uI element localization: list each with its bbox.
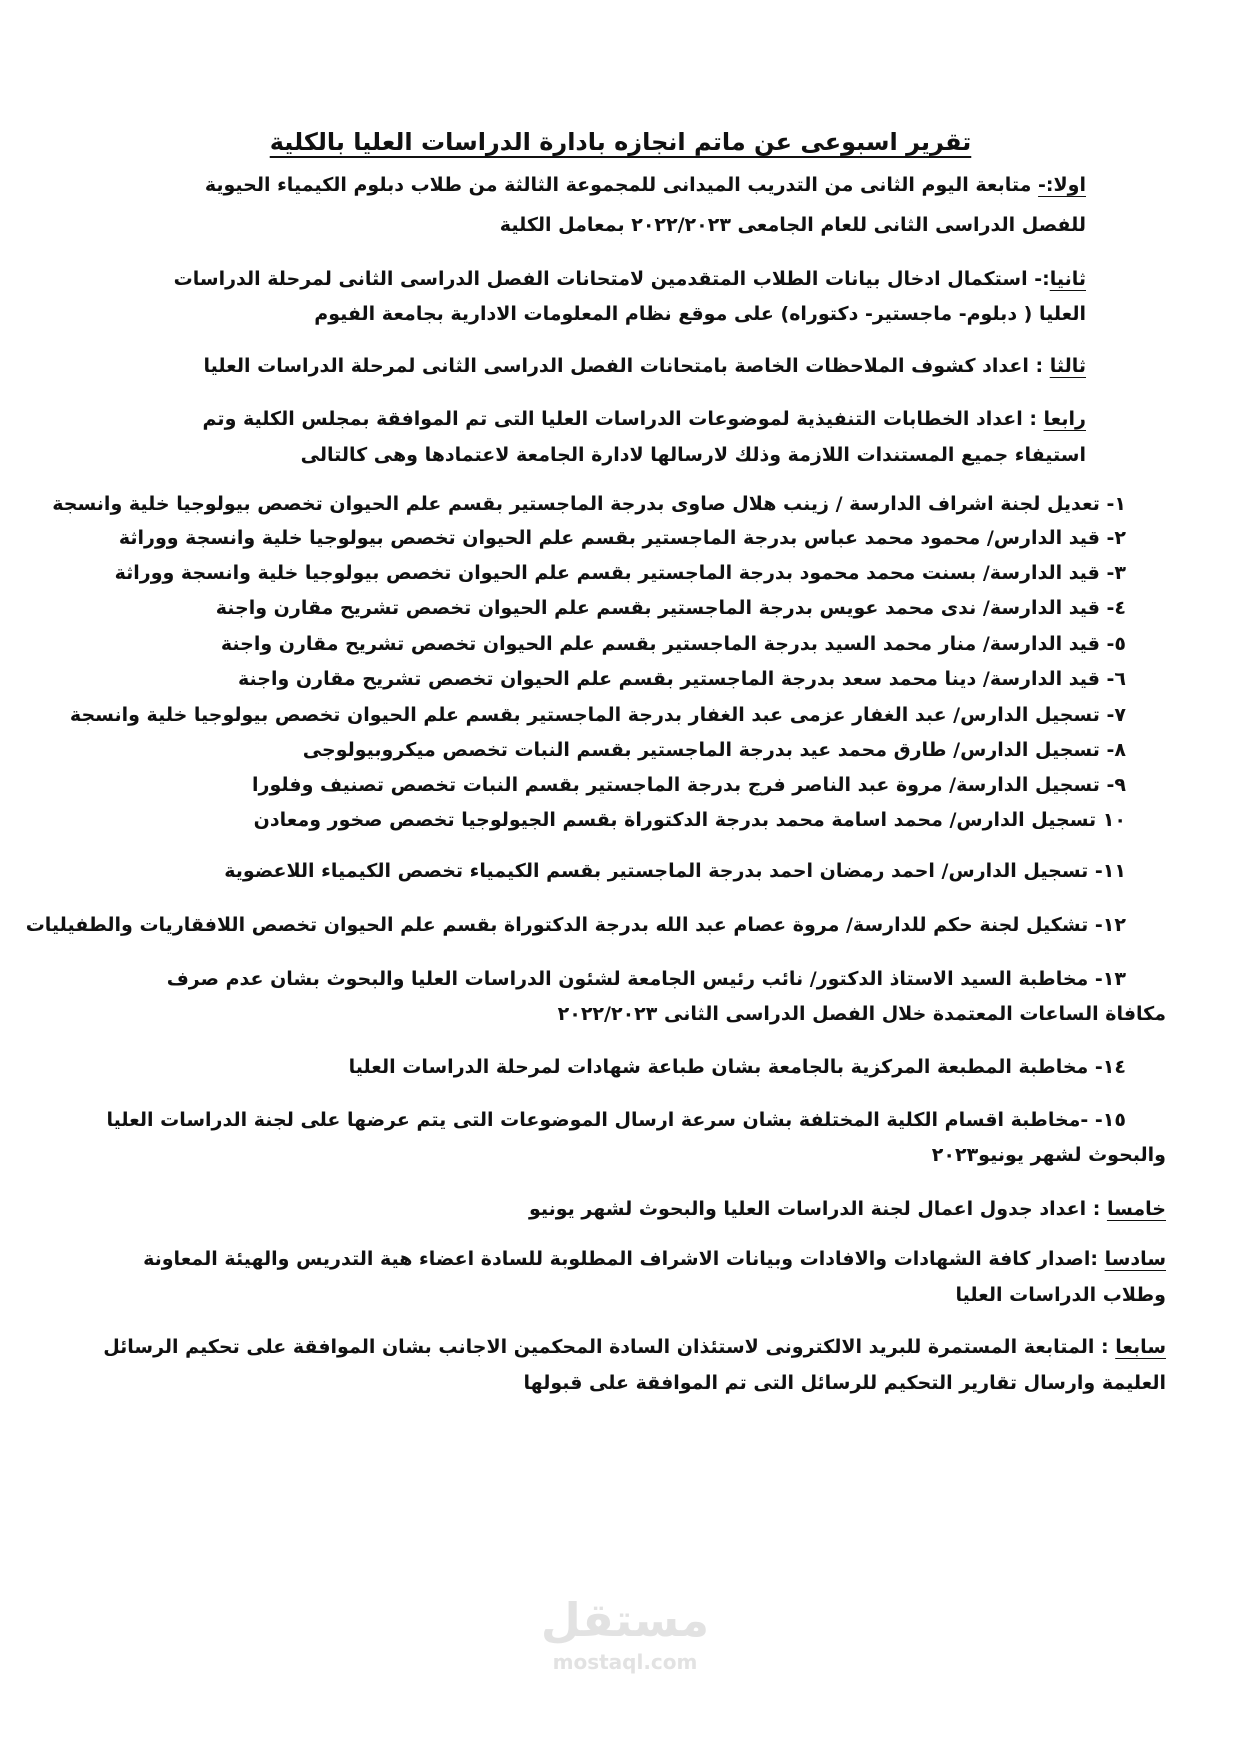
section-seventh-line1: سابعا : المتابعة المستمرة للبريد الالكترونى لاستئذان السادة المحكمين الاجانب بشان الموافقة على تحكيم الرسائل [103, 1336, 1166, 1358]
section-second-line1: ثانيا:- استكمال ادخال بيانات الطلاب المتقدمين لامتحانات الفصل الدراسى الثانى لمرحلة الدراسات [173, 268, 1086, 290]
list-item: ٢- قيد الدارس/ محمود محمد عباس بدرجة الماجستير بقسم علم الحيوان تخصص بيولوجيا خلية وانسجة ووراثة [118, 527, 1126, 549]
list-item: ٨- تسجيل الدارس/ طارق محمد عيد بدرجة الماجستير بقسم النبات تخصص ميكروبيولوجى [302, 739, 1126, 761]
list-item: ١٠ تسجيل الدارس/ محمد اسامة محمد بدرجة الدكتوراة بقسم الجيولوجيا تخصص صخور ومعادن [253, 809, 1126, 831]
list-item-13-line1: ١٣- مخاطبة السيد الاستاذ الدكتور/ نائب رئيس الجامعة لشئون الدراسات العليا والبحوث بشان عدم صرف [166, 968, 1126, 990]
list-item: ٤- قيد الدارسة/ ندى محمد عويس بدرجة الماجستير بقسم علم الحيوان تخصص تشريح مقارن واجنة [215, 597, 1126, 619]
list-item: ٣- قيد الدارسة/ بسنت محمد محمود بدرجة الماجستير بقسم علم الحيوان تخصص بيولوجيا خلية وانسجة ووراثة [114, 562, 1126, 584]
list-item: ١١- تسجيل الدارس/ احمد رمضان احمد بدرجة الماجستير بقسم الكيمياء تخصص الكيمياء اللاعضوية [224, 860, 1126, 882]
list-item: ١٢- تشكيل لجنة حكم للدارسة/ مروة عصام عبد الله بدرجة الدكتوراة بقسم علم الحيوان تخصص اللافقاريات والطفيليات [25, 914, 1126, 936]
list-item: ٦- قيد الدارسة/ دينا محمد سعد بدرجة الماجستير بقسم علم الحيوان تخصص تشريح مقارن واجنة [238, 668, 1126, 690]
section-sixth-line1: سادسا :اصدار كافة الشهادات والافادات وبيانات الاشراف المطلوبة للسادة اعضاء هية التدريس والهيئة المعاونة [143, 1248, 1166, 1270]
section-seventh-line2: العليمة وارسال تقارير التحكيم للرسائل التى تم الموافقة على قبولها [523, 1372, 1166, 1394]
watermark-arabic-text: مستقل [540, 1593, 710, 1647]
section-fifth-line1: خامسا : اعداد جدول اعمال لجنة الدراسات العليا والبحوث لشهر يونيو [528, 1198, 1166, 1220]
section-first-line1: اولا:- متابعة اليوم الثانى من التدريب الميدانى للمجموعة الثالثة من طلاب دبلوم الكيمياء الحيوية [204, 174, 1086, 196]
list-item-13-line2: مكافاة الساعات المعتمدة خلال الفصل الدراسى الثانى ٢٠٢٢/٢٠٢٣ [557, 1003, 1166, 1025]
list-item-15-line1: ١٥- -مخاطبة اقسام الكلية المختلفة بشان سرعة ارسال الموضوعات التى يتم عرضها على لجنة الدراسات العليا [106, 1109, 1126, 1131]
list-item-14: ١٤- مخاطبة المطبعة المركزية بالجامعة بشان طباعة شهادات لمرحلة الدراسات العليا [348, 1056, 1126, 1078]
list-item: ١- تعديل لجنة اشراف الدارسة / زينب هلال صاوى بدرجة الماجستير بقسم علم الحيوان تخصص بيولوجيا خلية وانسجة [52, 493, 1126, 515]
section-first-line2: للفصل الدراسى الثانى للعام الجامعى ٢٠٢٢/٢٠٢٣ بمعامل الكلية [499, 214, 1086, 236]
section-third-line1: ثالثا : اعداد كشوف الملاحظات الخاصة بامتحانات الفصل الدراسى الثانى لمرحلة الدراسات العليا [203, 355, 1086, 377]
mostaql-watermark [540, 1590, 710, 1690]
section-fourth-line1: رابعا : اعداد الخطابات التنفيذية لموضوعات الدراسات العليا التى تم الموافقة بمجلس الكلية وتم [202, 408, 1086, 430]
list-item: ٧- تسجيل الدارس/ عبد الغفار عزمى عبد الغفار بدرجة الماجستير بقسم علم الحيوان تخصص بيولوجيا خلية وانسجة [69, 704, 1126, 726]
section-sixth-line2: وطلاب الدراسات العليا [955, 1284, 1166, 1306]
list-item: ٩- تسجيل الدارسة/ مروة عبد الناصر فرج بدرجة الماجستير بقسم النبات تخصص تصنيف وفلورا [252, 774, 1126, 796]
section-second-line2: العليا ( دبلوم- ماجستير- دكتوراه) على موقع نظام المعلومات الادارية بجامعة الفيوم [314, 303, 1086, 325]
list-item: ٥- قيد الدارسة/ منار محمد السيد بدرجة الماجستير بقسم علم الحيوان تخصص تشريح مقارن واجنة [220, 633, 1126, 655]
watermark-url-text: mostaql.com [552, 1650, 698, 1674]
list-item-15-line2: والبحوث لشهر يونيو٢٠٢٣ [931, 1144, 1166, 1166]
report-title: تقرير اسبوعى عن ماتم انجازه بادارة الدراسات العليا بالكلية [269, 128, 972, 156]
section-fourth-line2: استيفاء جميع المستندات اللازمة وذلك لارسالها لادارة الجامعة لاعتمادها وهى كالتالى [300, 444, 1086, 466]
